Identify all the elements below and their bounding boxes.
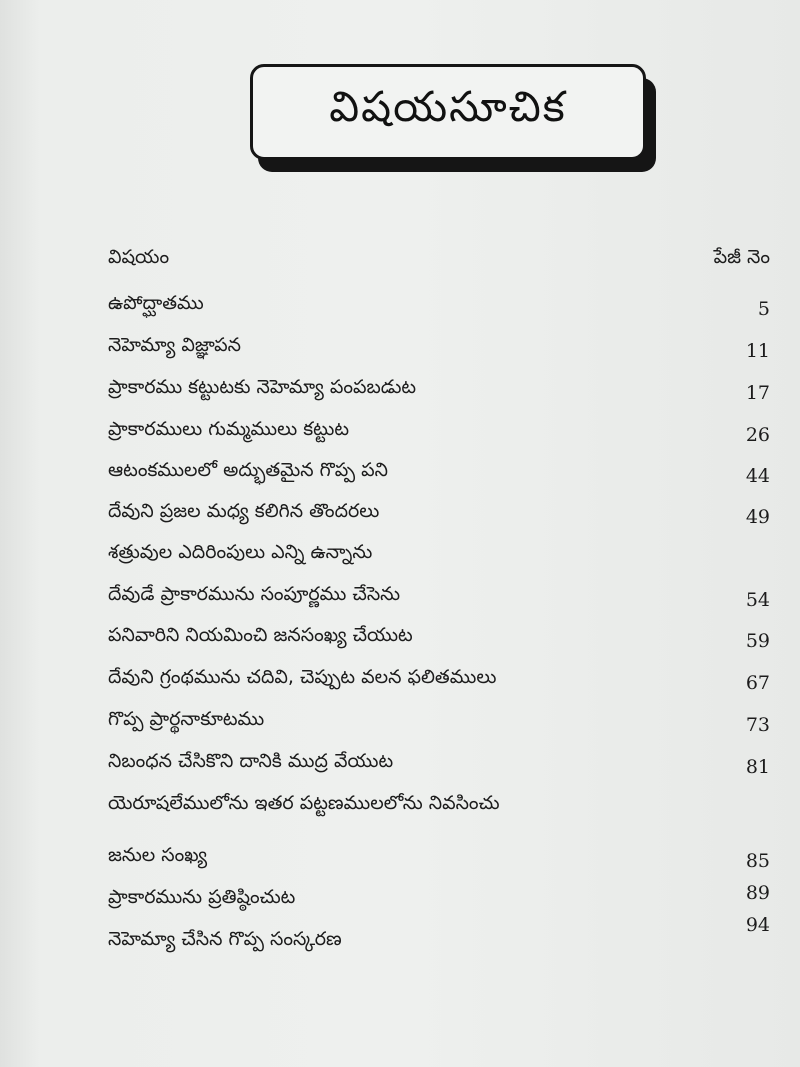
toc-entry-page: 17 — [745, 382, 770, 404]
page-number-column-header: పేజీ నెం — [713, 246, 770, 268]
toc-entry — [108, 708, 770, 738]
toc-entry — [108, 459, 770, 489]
toc-entry — [108, 500, 770, 530]
toc-entry-page: 5 — [757, 298, 770, 320]
toc-entry — [108, 376, 770, 406]
toc-entry-page: 44 — [745, 465, 770, 487]
toc-entry-title: యెరూషలేములోను ఇతర పట్టణములలోను నివసించు — [108, 792, 500, 814]
toc-entry-page: 94 — [745, 914, 770, 936]
toc-entry-title: ప్రాకారము కట్టుటకు నెహెమ్యా పంపబడుట — [108, 376, 417, 398]
toc-entry — [108, 541, 770, 571]
toc-entry-title: దేవుని ప్రజల మధ్య కలిగిన తొందరలు — [108, 500, 380, 522]
toc-entry — [108, 583, 770, 613]
toc-entry — [108, 792, 770, 822]
toc-entry-title: ఆటంకములలో అద్భుతమైన గొప్ప పని — [108, 459, 389, 481]
toc-entry — [108, 844, 770, 874]
toc-entry-title: పనివారిని నియమించి జనసంఖ్య చేయుట — [108, 624, 413, 646]
toc-entry — [108, 914, 770, 958]
page-title: విషయసూచిక — [329, 82, 567, 131]
toc-entry — [108, 418, 770, 448]
toc-entry-title: ప్రాకారమును ప్రతిష్ఠించుట — [108, 886, 296, 908]
toc-entry-title: జనుల సంఖ్య — [108, 844, 208, 866]
toc-entry-title: ప్రాకారములు గుమ్మములు కట్టుట — [108, 418, 350, 440]
toc-entry-page: 89 — [745, 882, 770, 904]
toc-entry-page: 49 — [745, 506, 770, 528]
toc-entry — [108, 334, 770, 364]
toc-entry-title: నెహెమ్యా విజ్ఞాపన — [108, 334, 241, 356]
toc-entry-page: 59 — [745, 630, 770, 652]
toc-entry — [108, 882, 770, 916]
toc-entry — [108, 666, 770, 696]
toc-entry-page: 26 — [745, 424, 770, 446]
toc-entry-page: 81 — [745, 756, 770, 778]
toc-entry-page: 85 — [745, 850, 770, 872]
toc-entry — [108, 750, 770, 780]
toc-entry-title: నెహెమ్యా చేసిన గొప్ప సంస్కరణ — [108, 928, 342, 950]
toc-entry-title: గొప్ప ప్రార్థనాకూటము — [108, 708, 265, 730]
toc-entry-title: దేవుడే ప్రాకారమును సంపూర్ణము చేసెను — [108, 583, 401, 605]
toc-entry-title: ఉపోద్ఘాతము — [108, 292, 204, 314]
toc-entry-page: 67 — [745, 672, 770, 694]
toc-entry-page: 54 — [745, 589, 770, 611]
toc-entry — [108, 292, 770, 322]
title-box — [250, 64, 646, 160]
toc-entry-title: శత్రువుల ఎదిరింపులు ఎన్ని ఉన్నాను — [108, 541, 373, 563]
subject-column-header: విషయం — [108, 246, 170, 268]
title-frame — [250, 64, 662, 176]
toc-entry-title: దేవుని గ్రంథమును చదివి, చెప్పుట వలన ఫలితములు — [108, 666, 497, 688]
toc-entry — [108, 624, 770, 654]
toc-entry-page: 11 — [745, 340, 770, 362]
toc-entry-page: 73 — [745, 714, 770, 736]
toc-entry-title: నిబంధన చేసికొని దానికి ముద్ర వేయుట — [108, 750, 394, 772]
